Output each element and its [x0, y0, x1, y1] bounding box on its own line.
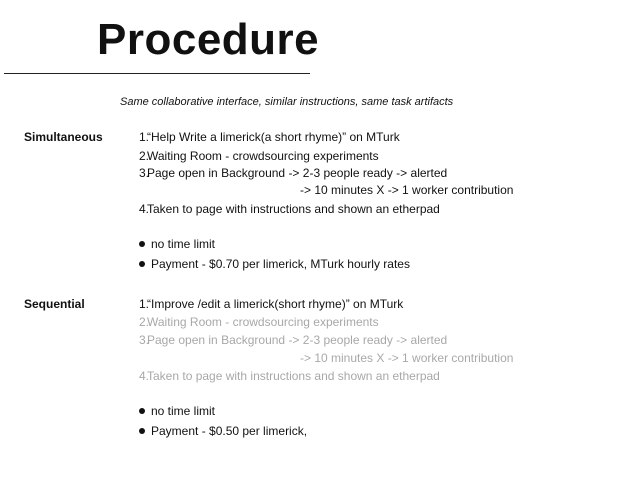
- step-text: Taken to page with instructions and shown an etherpad: [147, 202, 440, 216]
- step-number: 4.: [139, 202, 150, 216]
- step-number: 3.: [139, 333, 150, 347]
- step-text: -> 10 minutes X -> 1 worker contribution: [300, 351, 514, 365]
- bullet-text: Payment - $0.70 per limerick, MTurk hourly rates: [151, 257, 410, 271]
- sequential-bullet-2: [139, 424, 307, 438]
- step-text: “Help Write a limerick(a short rhyme)” on MTurk: [147, 130, 400, 144]
- step-text: Waiting Room - crowdsourcing experiments: [147, 315, 379, 329]
- step-number: 3.: [139, 166, 150, 180]
- section-label-sequential: Sequential: [24, 297, 85, 311]
- step-text: -> 10 minutes X -> 1 worker contribution: [300, 183, 514, 197]
- sequential-step-2: [139, 315, 379, 329]
- step-number: 2.: [139, 149, 150, 163]
- step-text: Page open in Background -> 2-3 people ready -> alerted: [147, 333, 448, 347]
- bullet-text: Payment - $0.50 per limerick,: [151, 424, 308, 438]
- step-number: 4.: [139, 369, 150, 383]
- step-text: Waiting Room - crowdsourcing experiments: [147, 149, 379, 163]
- step-number: 2.: [139, 315, 150, 329]
- step-text: “Improve /edit a limerick(short rhyme)” on MTurk: [147, 297, 404, 311]
- sequential-step-3-continued: [300, 351, 513, 365]
- page-title: Procedure: [97, 15, 320, 64]
- step-text: Taken to page with instructions and shown an etherpad: [147, 369, 440, 383]
- bullet-icon: [139, 241, 145, 247]
- simultaneous-bullet-2: [139, 257, 410, 271]
- simultaneous-step-3-continued: [300, 183, 513, 197]
- step-number: 1.: [139, 297, 150, 311]
- title-divider: [4, 73, 310, 74]
- bullet-text: no time limit: [151, 237, 216, 251]
- step-number: 1.: [139, 130, 150, 144]
- simultaneous-step-4: [139, 202, 440, 216]
- subtitle: Same collaborative interface, similar instructions, same task artifacts: [120, 96, 454, 108]
- bullet-icon: [139, 408, 145, 414]
- simultaneous-step-3: [139, 166, 447, 180]
- section-label-simultaneous: Simultaneous: [24, 130, 103, 144]
- bullet-icon: [139, 428, 145, 434]
- simultaneous-step-1: [139, 130, 400, 144]
- simultaneous-step-2: [139, 149, 379, 163]
- bullet-icon: [139, 261, 145, 267]
- step-text: Page open in Background -> 2-3 people ready -> alerted: [147, 166, 448, 180]
- sequential-bullet-1: [139, 404, 215, 418]
- sequential-step-1: [139, 297, 403, 311]
- simultaneous-bullet-1: [139, 237, 215, 251]
- sequential-step-3: [139, 333, 447, 347]
- bullet-text: no time limit: [151, 404, 216, 418]
- sequential-step-4: [139, 369, 440, 383]
